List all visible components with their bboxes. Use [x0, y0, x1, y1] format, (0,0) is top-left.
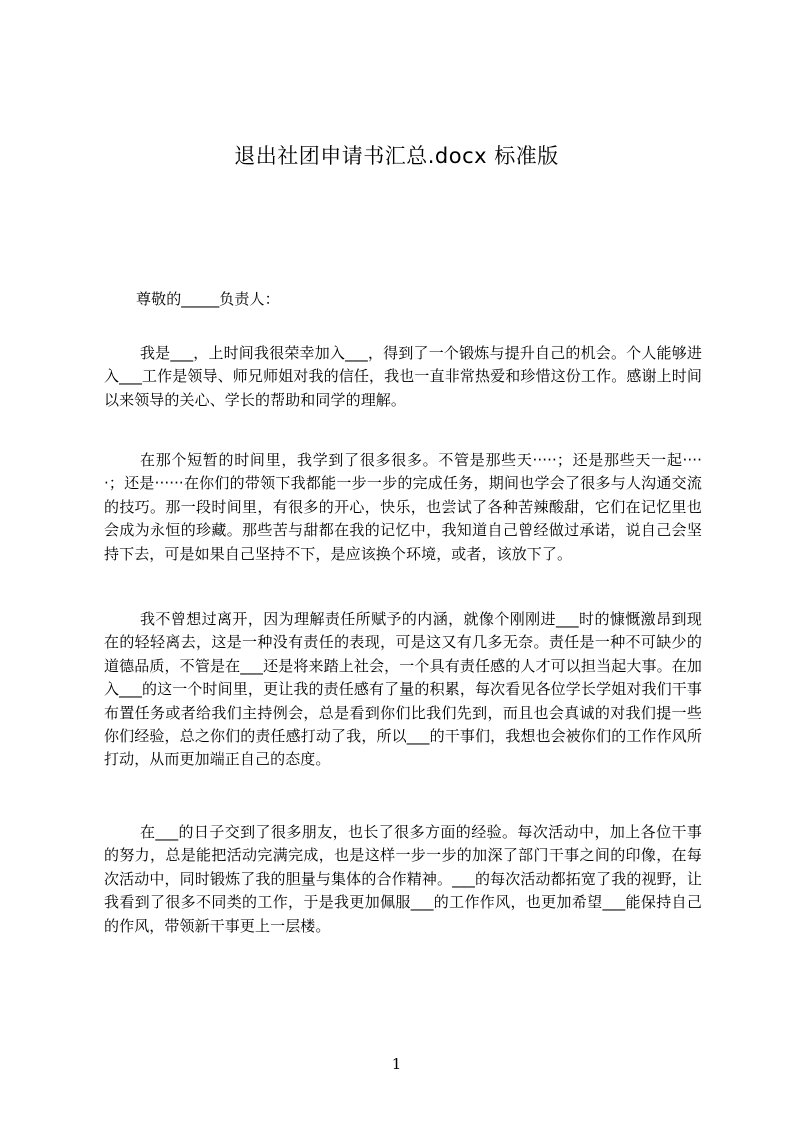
paragraph-2: 在那个短暂的时间里，我学到了很多很多。不管是那些天·····；还是那些天一起·····；还是······在你们的带领下我都能一步一步的完成任务，期间也学会了很多与人沟通交流的技巧。那一段时间里，有很多的开心，快乐，也尝试了各种苦辣酸甜，它们在记忆里也会成为永恒的珍藏。那些苦与甜都在我的记忆中，我知道自己曾经做过承诺，说自己会坚持下去，可是如果自己坚持不下，是应该换个环境，或者，该放下了。: [104, 451, 702, 563]
paragraph-4: 在___的日子交到了很多朋友，也长了很多方面的经验。每次活动中，加上各位干事的努力，总是能把活动完满完成，也是这样一步一步的加深了部门干事之间的印像，在每次活动中，同时锻炼了我的胆量与集体的合作精神。___的每次活动都拓宽了我的视野，让我看到了很多不同类的工作，于是我更加佩服___的工作作风，也更加希望___能保持自己的作风，带领新干事更上一层楼。: [104, 823, 702, 935]
page-number: 1: [391, 1055, 402, 1073]
salutation: 尊敬的_____负责人：: [136, 290, 280, 308]
paragraph-1: 我是___，上时间我很荣幸加入___，得到了一个锻炼与提升自己的机会。个人能够进入___工作是领导、师兄师姐对我的信任，我也一直非常热爱和珍惜这份工作。感谢上时间以来领导的关心、学长的帮助和同学的理解。: [104, 344, 702, 409]
paragraph-3: 我不曾想过离开，因为理解责任所赋予的内涵，就像个刚刚进___时的慷慨激昂到现在的轻轻离去，这是一种没有责任的表现，可是这又有几多无奈。责任是一种不可缺少的道德品质，不管是在___还是将来踏上社会，一个具有责任感的人才可以担当起大事。在加入___的这一个时间里，更让我的责任感有了量的积累，每次看见各位学长学姐对我们干事布置任务或者给我们主持例会，总是看到你们比我们先到，而且也会真诚的对我们提一些你们经验，总之你们的责任感打动了我，所以___的干事们，我想也会被你们的工作作风所打动，从而更加端正自己的态度。: [104, 610, 702, 769]
document-title: 退出社团申请书汇总.docx 标准版: [234, 144, 559, 168]
